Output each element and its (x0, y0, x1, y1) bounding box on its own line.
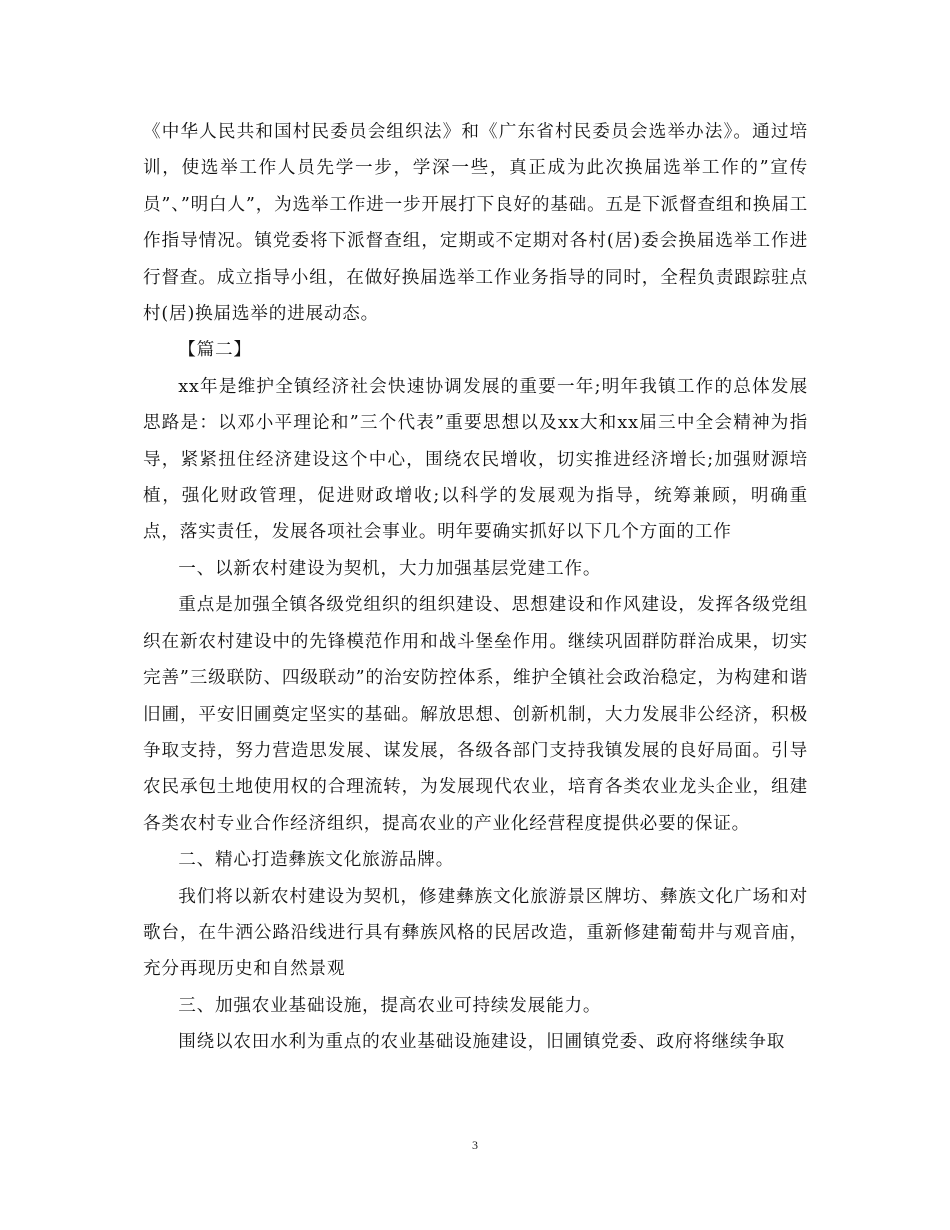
paragraph-5: 围绕以农田水利为重点的农业基础设施建设，旧圃镇党委、政府将继续争取 (178, 1032, 786, 1053)
paragraph-1: 《中华人民共和国村民委员会组织法》和《广东省村民委员会选举办法》。通过培训，使选举工作人员先学一步，学深一些，真正成为此次换届选举工作的”宣传员”、”明白人”，为选举工作进一步开展打下良好的基础。五是下派督查组和换届工作指导情况。镇党委将下派督查组，定期或不定期对各村(居)委会换届选举工作进行督查。成立指导小组，在做好换届选举工作业务指导的同时，全程负责跟踪驻点村(居)换届选举的进展动态。 (143, 122, 808, 325)
page-number: 3 (472, 1138, 478, 1152)
subheading-2: 二、精心打造彝族文化旅游品牌。 (178, 850, 455, 871)
subheading-3: 三、加强农业基础设施，提高农业可持续发展能力。 (178, 995, 602, 1016)
section-heading: 【篇二】 (178, 340, 252, 361)
subheading-1: 一、以新农村建设为契机，大力加强基层党建工作。 (178, 558, 602, 579)
paragraph-2: xx年是维护全镇经济社会快速协调发展的重要一年;明年我镇工作的总体发展思路是：以邓小平理论和”三个代表”重要思想以及xx大和xx届三中全会精神为指导，紧紧扭住经济建设这个中心，围绕农民增收，切实推进经济增长;加强财源培植，强化财政管理，促进财政增收;以科学的发展观为指导，统筹兼顾，明确重点，落实责任，发展各项社会事业。明年要确实抓好以下几个方面的工作 (143, 376, 808, 543)
document-body (143, 114, 808, 1061)
paragraph-4: 我们将以新农村建设为契机，修建彝族文化旅游景区牌坊、彝族文化广场和对歌台，在牛洒公路沿线进行具有彝族风格的民居改造，重新修建葡萄井与观音庙，充分再现历史和自然景观 (143, 886, 808, 980)
paragraph-3: 重点是加强全镇各级党组织的组织建设、思想建设和作风建设，发挥各级党组织在新农村建设中的先锋模范作用和战斗堡垒作用。继续巩固群防群治成果，切实完善”三级联防、四级联动”的治安防控体系，维护全镇社会政治稳定，为构建和谐旧圃，平安旧圃奠定坚实的基础。解放思想、创新机制，大力发展非公经济，积极争取支持，努力营造思发展、谋发展，各级各部门支持我镇发展的良好局面。引导农民承包土地使用权的合理流转，为发展现代农业，培育各类农业龙头企业，组建各类农村专业合作经济组织，提高农业的产业化经营程度提供必要的保证。 (143, 595, 808, 834)
